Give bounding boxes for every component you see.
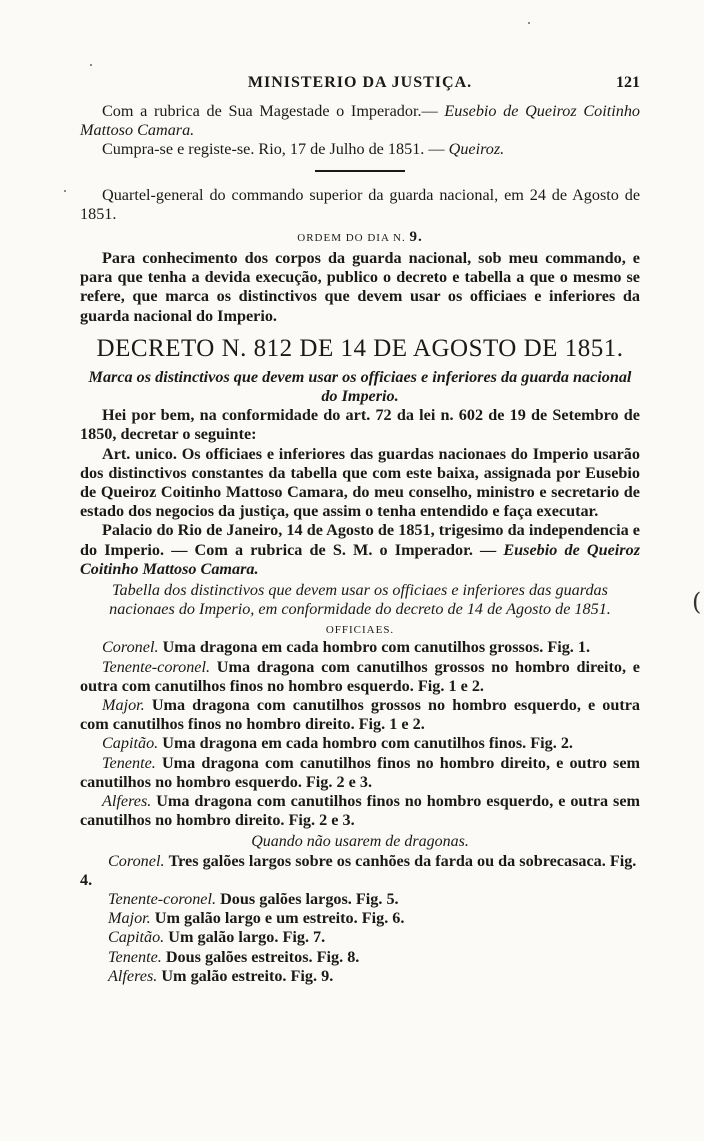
decree-ementa: Marca os distinctivos que devem usar os officiaes e inferiores da guarda nacional do Imperio. (88, 367, 632, 406)
rank-label: Tenente-coronel. (102, 657, 211, 676)
section-divider (315, 170, 405, 172)
distinctive-text: Um galão largo e um estreito. Fig. 6. (154, 909, 405, 928)
distinctive-text: Uma dragona em cada hombro com canutilhos grossos. Fig. 1. (162, 638, 591, 657)
decree-paragraph-3 (80, 521, 640, 579)
register-line (80, 140, 640, 159)
signature-text: Com a rubrica de Sua Magestade o Imperador.— (102, 102, 438, 120)
ordem-number: 9. (409, 229, 423, 246)
rank-label: Coronel. (102, 638, 159, 657)
rank-label: Tenente. (108, 947, 162, 966)
list-item (80, 909, 640, 928)
list-item (80, 754, 640, 792)
distinctive-text: Dous galões estreitos. Fig. 8. (165, 947, 360, 966)
page-number: 121 (616, 74, 640, 91)
rank-label: Alferes. (108, 966, 158, 985)
distinctive-text: Dous galões largos. Fig. 5. (220, 889, 399, 908)
tabella-title: Tabella dos distinctivos que devem usar os officiaes e inferiores das guardas nacionaes do Imperio, em conformidade do decreto de 14 de Agosto de 1851. (109, 581, 611, 619)
location-line: Quartel-general do commando superior da guarda nacional, em 24 de Agosto de 1851. (80, 185, 640, 223)
list-item (80, 658, 640, 696)
list-item (80, 890, 640, 909)
list-item (80, 967, 640, 986)
galoes-list (80, 852, 640, 986)
list-item (80, 696, 640, 734)
ordem-body: Para conhecimento dos corpos da guarda nacional, sob meu commando, e para que tenha a devida execução, publico o decreto e tabella a que o mesmo se refere, que marca os distinctivos que devem usar os officiaes e inferiores da guarda nacional do Imperio. (80, 249, 640, 325)
running-header (80, 74, 640, 96)
list-item (80, 638, 640, 657)
distinctive-text: Uma dragona com canutilhos grossos no hombro esquerdo, e outra com canutilhos finos no hombro direito. Fig. 1 e 2. (80, 696, 640, 734)
speck (528, 22, 530, 24)
list-item (80, 792, 640, 830)
rank-label: Alferes. (102, 792, 152, 811)
distinctive-text: Uma dragona com canutilhos grossos no hombro direito, e outra com canutilhos finos no hombro esquerdo. Fig. 1 e 2. (80, 657, 640, 695)
decree-paragraph-1: Hei por bem, na conformidade do art. 72 da lei n. 602 de 19 de Setembro de 1850, decretar o seguinte: (80, 406, 640, 444)
speck (64, 190, 66, 192)
rank-label: Capitão. (102, 734, 159, 753)
distinctive-text: Uma dragona em cada hombro com canutilhos finos. Fig. 2. (162, 734, 573, 753)
register-text: Cumpra-se e registe-se. Rio, 17 de Julho de 1851. — (102, 140, 445, 159)
rank-label: Major. (108, 909, 151, 928)
list-item (80, 928, 640, 947)
page-body (80, 74, 640, 986)
officer-distinctives-list (80, 638, 640, 830)
ordem-prefix: ORDEM DO DIA N. (297, 232, 406, 245)
distinctive-text: Um galão largo. Fig. 7. (168, 928, 326, 947)
decree-signature-names: Eusebio de Queiroz Coitinho Mattoso Camara. (80, 540, 640, 578)
decree-paragraph-3-text: Palacio do Rio de Janeiro, 14 de Agosto de 1851, trigesimo da independencia e do Imperio. — Com a rubrica de S. M. o Imperador. — (80, 521, 640, 559)
list-item (80, 948, 640, 967)
distinctive-text: Tres galões largos sobre os canhões da farda ou da sobrecasaca. Fig. 4. (80, 851, 637, 889)
signature-names: Eusebio de Queiroz Coitinho Mattoso Camara. (80, 102, 641, 140)
speck (90, 64, 92, 66)
decree-paragraph-2: Art. unico. Os officiaes e inferiores das guardas nacionaes do Imperio usarão dos distinctivos constantes da tabella que com este baixa, assignada por Eusebio de Queiroz Coitinho Mattoso Camara, do meu conselho, ministro e secretario de estado dos negocios da justiça, que assim o tenha entendido e faça executar. (80, 444, 640, 521)
subheading-no-dragonas: Quando não usarem de dragonas. (251, 832, 469, 850)
page-title: MINISTERIO DA JUSTIÇA. (247, 74, 473, 91)
register-name: Queiroz. (448, 140, 505, 159)
decree-title: DECRETO N. 812 DE 14 DE AGOSTO DE 1851. (96, 334, 624, 362)
distinctive-text: Um galão estreito. Fig. 9. (161, 966, 334, 985)
rank-label: Tenente-coronel. (108, 889, 217, 908)
distinctive-text: Uma dragona com canutilhos finos no hombro direito, e outro sem canutilhos no hombro esquerdo. Fig. 2 e 3. (80, 753, 641, 791)
rank-label: Major. (102, 696, 145, 715)
rank-label: Coronel. (108, 851, 165, 870)
section-officiaes: OFFICIAES. (325, 624, 395, 637)
rank-label: Capitão. (108, 928, 165, 947)
list-item (80, 852, 640, 890)
distinctive-text: Uma dragona com canutilhos finos no hombro esquerdo, e outra sem canutilhos no hombro direito. Fig. 2 e 3. (80, 792, 640, 830)
ordem-heading (80, 229, 640, 246)
margin-mark: ( (692, 588, 702, 616)
signature-line (80, 102, 640, 140)
list-item (80, 734, 640, 753)
rank-label: Tenente. (102, 753, 156, 772)
